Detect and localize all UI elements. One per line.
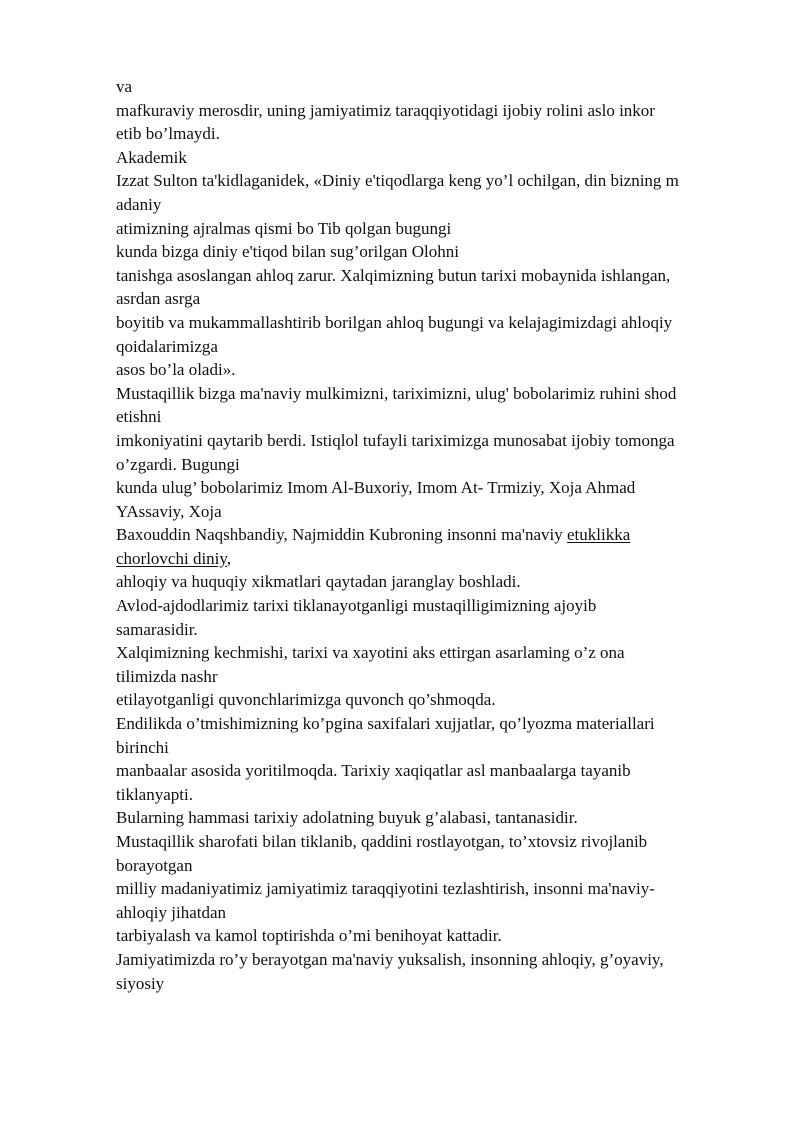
- text-line: kunda bizga diniy e'tiqod bilan sug’orilgan Olohni: [116, 242, 460, 262]
- text-line: va: [116, 77, 133, 96]
- text-line: ahloqiy jihatdan: [116, 902, 227, 922]
- text-line: Mustaqillik bizga ma'naviy mulkimizni, tariximizni, ulug' bobolarimiz ruhini shod: [116, 383, 677, 403]
- text-line: Jamiyatimizda ro’y berayotgan ma'naviy yuksalish, insonning ahloqiy, g’oyaviy,: [116, 949, 664, 969]
- text-line: tanishga asoslangan ahloq zarur. Xalqimizning butun tarixi mobaynida ishlangan,: [116, 265, 671, 285]
- text-line: etib bo’lmaydi.: [116, 124, 220, 144]
- text-line: samarasidir.: [116, 619, 198, 639]
- text-line: o’zgardi. Bugungi: [116, 454, 240, 474]
- text-line: birinchi: [116, 737, 169, 757]
- text-line: tiklanyapti.: [116, 784, 193, 804]
- text-line: qoidalarimizga: [116, 336, 218, 356]
- text-segment: ,: [226, 548, 232, 568]
- text-line: adaniy: [116, 194, 162, 214]
- text-line: borayotgan: [116, 855, 193, 875]
- text-line: Avlod-ajdodlarimiz tarixi tiklanayotganligi mustaqilligimizning ajoyib: [116, 596, 597, 616]
- text-line: manbaalar asosida yoritilmoqda. Tarixiy xaqiqatlar asl manbaalarga tayanib: [116, 761, 631, 781]
- text-line: boyitib va mukammallashtirib borilgan ahloq bugungi va kelajagimizdagi ahloqiy: [116, 312, 673, 332]
- text-line-with-link: [116, 523, 746, 547]
- text-line-with-link: [116, 547, 746, 571]
- text-line: tarbiyalash va kamol toptirishda o’mi benihoyat kattadir.: [116, 926, 502, 946]
- text-line: etilayotganligi quvonchlarimizga quvonch qo’shmoqda.: [116, 690, 496, 710]
- text-line: Mustaqillik sharofati bilan tiklanib, qaddini rostlayotgan, to’xtovsiz rivojlanib: [116, 832, 648, 851]
- hyperlink[interactable]: etuklikka: [567, 525, 631, 545]
- text-line: mafkuraviy merosdir, uning jamiyatimiz taraqqiyotidagi ijobiy rolini aslo inkor: [116, 100, 655, 120]
- text-line: etishni: [116, 407, 162, 427]
- text-line: kunda ulug’ bobolarimiz Imom Al-Buxoriy, Imom At- Trmiziy, Xoja Ahmad: [116, 478, 636, 498]
- text-line: siyosiy: [116, 973, 165, 993]
- text-line: Bularning hammasi tarixiy adolatning buyuk g’alabasi, tantanasidir.: [116, 808, 578, 828]
- text-line: asos bo’la oladi».: [116, 360, 236, 380]
- text-line: milliy madaniyatimiz jamiyatimiz taraqqiyotini tezlashtirish, insonni ma'naviy-: [116, 879, 655, 899]
- text-line: Izzat Sulton ta'kidlaganidek, «Diniy e'tiqodlarga keng yo’l ochilgan, din bizning m: [116, 171, 679, 191]
- text-line: ahloqiy va huquqiy xikmatlari qaytadan jaranglay boshladi.: [116, 572, 521, 592]
- text-segment: Baxouddin Naqshbandiy, Najmiddin Kubroning insonni ma'naviy: [116, 525, 567, 545]
- text-line: tilimizda nashr: [116, 666, 218, 686]
- text-line: atimizning ajralmas qismi bo Tib qolgan bugungi: [116, 218, 452, 238]
- text-line: imkoniyatini qaytarib berdi. Istiqlol tufayli tariximizga munosabat ijobiy tomonga: [116, 430, 675, 450]
- document-page: [116, 75, 746, 995]
- text-line: Akademik: [116, 147, 187, 167]
- text-line: YAssaviy, Xoja: [116, 501, 222, 521]
- text-line: Endilikda o’tmishimizning ko’pgina saxifalari xujjatlar, qo’lyozma materiallari: [116, 714, 655, 734]
- hyperlink[interactable]: chorlovchi diniy: [116, 548, 227, 568]
- text-line: Xalqimizning kechmishi, tarixi va xayotini aks ettirgan asarlaming o’z ona: [116, 643, 625, 663]
- text-line: asrdan asrga: [116, 289, 201, 309]
